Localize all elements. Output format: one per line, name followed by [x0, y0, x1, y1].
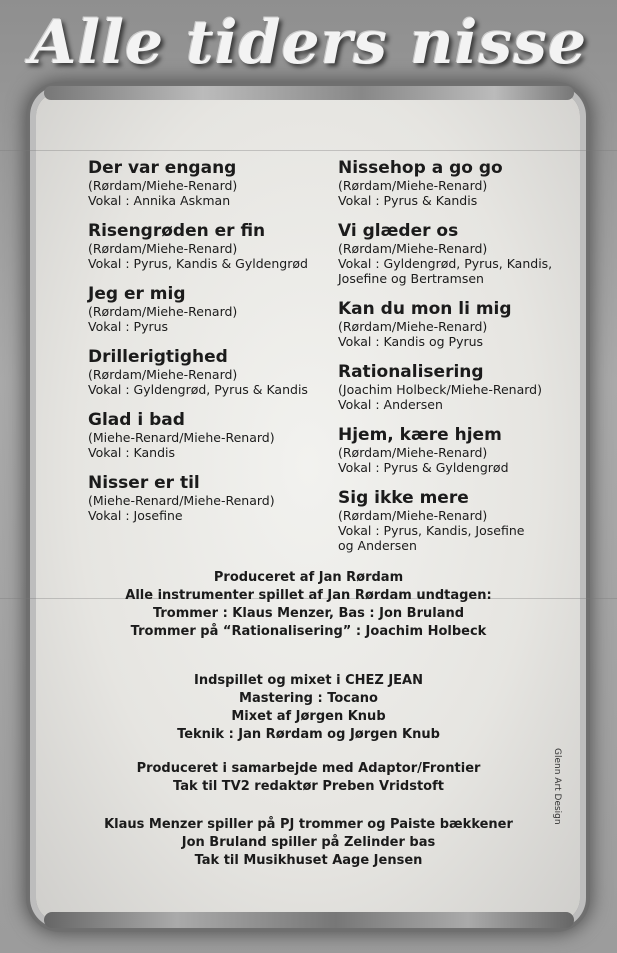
song-entry [338, 362, 578, 412]
credit-line: Tak til Musikhuset Aage Jensen [194, 853, 423, 868]
song-entry [338, 221, 578, 286]
song-title: Sig ikke mere [338, 488, 469, 508]
song-writers: (Rørdam/Miehe-Renard) [88, 241, 238, 256]
credit-line: Produceret i samarbejde med Adaptor/Frontier [136, 761, 481, 776]
song-vocal: Josefine og Bertramsen [338, 271, 484, 286]
song-entry [338, 488, 578, 553]
song-vocal: Vokal : Annika Askman [88, 193, 231, 208]
credits-recording [60, 672, 557, 744]
song-entry [88, 410, 338, 460]
credit-line: Mixet af Jørgen Knub [231, 709, 386, 724]
credits-collaboration [60, 760, 557, 796]
credit-line: Klaus Menzer spiller på PJ trommer og Paiste bækkener [104, 817, 513, 832]
song-title: Risengrøden er fin [88, 221, 266, 241]
song-entry [88, 473, 338, 523]
song-entry [88, 158, 338, 208]
song-vocal: Vokal : Pyrus, Kandis, Josefine [338, 523, 525, 538]
paper-fold-line [0, 150, 617, 151]
song-vocal: Vokal : Gyldengrød, Pyrus & Kandis [88, 382, 308, 397]
song-writers: (Joachim Holbeck/Miehe-Renard) [338, 382, 542, 397]
tracklist-right [338, 158, 578, 566]
credit-line: Trommer på “Rationalisering” : Joachim Holbeck [130, 624, 487, 639]
song-entry [338, 299, 578, 349]
credits-thanks [60, 816, 557, 870]
song-vocal: Vokal : Pyrus, Kandis & Gyldengrød [88, 256, 308, 271]
song-title: Rationalisering [338, 362, 484, 382]
song-title: Vi glæder os [338, 221, 459, 241]
song-writers: (Rørdam/Miehe-Renard) [338, 178, 488, 193]
song-writers: (Rørdam/Miehe-Renard) [88, 304, 238, 319]
scroll-bottom-curl [44, 912, 574, 928]
song-writers: (Rørdam/Miehe-Renard) [88, 178, 238, 193]
song-vocal: Vokal : Pyrus & Kandis [338, 193, 478, 208]
credit-line: Jon Bruland spiller på Zelinder bas [181, 835, 436, 850]
song-title: Glad i bad [88, 410, 185, 430]
song-entry [338, 158, 578, 208]
song-title: Nissehop a go go [338, 158, 503, 178]
designer-credit: Glenn Art Design [552, 748, 562, 825]
song-title: Nisser er til [88, 473, 200, 493]
credit-line: Mastering : Tocano [239, 691, 378, 706]
song-entry [88, 284, 338, 334]
song-vocal: Vokal : Gyldengrød, Pyrus, Kandis, [338, 256, 553, 271]
song-vocal: Vokal : Pyrus [88, 319, 169, 334]
credits-production [60, 569, 557, 641]
song-vocal: Vokal : Kandis og Pyrus [338, 334, 484, 349]
song-vocal: Vokal : Kandis [88, 445, 176, 460]
tracklist-left [88, 158, 338, 536]
credit-line: Tak til TV2 redaktør Preben Vridstoft [173, 779, 444, 794]
scroll-top-curl [44, 86, 574, 100]
song-title: Hjem, kære hjem [338, 425, 502, 445]
song-writers: (Miehe-Renard/Miehe-Renard) [88, 430, 275, 445]
song-title: Der var engang [88, 158, 237, 178]
song-writers: (Rørdam/Miehe-Renard) [338, 508, 488, 523]
song-entry [88, 347, 338, 397]
credit-line: Teknik : Jan Rørdam og Jørgen Knub [177, 727, 440, 742]
song-vocal: og Andersen [338, 538, 417, 553]
song-vocal: Vokal : Andersen [338, 397, 443, 412]
song-vocal: Vokal : Pyrus & Gyldengrød [338, 460, 509, 475]
song-writers: (Rørdam/Miehe-Renard) [338, 445, 488, 460]
song-writers: (Rørdam/Miehe-Renard) [88, 367, 238, 382]
song-writers: (Rørdam/Miehe-Renard) [338, 319, 488, 334]
song-entry [338, 425, 578, 475]
credit-line: Trommer : Klaus Menzer, Bas : Jon Bruland [152, 606, 465, 621]
credit-line: Alle instrumenter spillet af Jan Rørdam undtagen: [125, 588, 492, 603]
song-entry [88, 221, 338, 271]
credit-line: Produceret af Jan Rørdam [213, 570, 404, 585]
album-title: Alle tiders nisse [29, 8, 588, 78]
song-title: Kan du mon li mig [338, 299, 512, 319]
credit-line: Indspillet og mixet i CHEZ JEAN [194, 673, 423, 688]
song-writers: (Rørdam/Miehe-Renard) [338, 241, 488, 256]
song-title: Jeg er mig [88, 284, 186, 304]
song-writers: (Miehe-Renard/Miehe-Renard) [88, 493, 275, 508]
song-title: Drillerigtighed [88, 347, 228, 367]
song-vocal: Vokal : Josefine [88, 508, 183, 523]
